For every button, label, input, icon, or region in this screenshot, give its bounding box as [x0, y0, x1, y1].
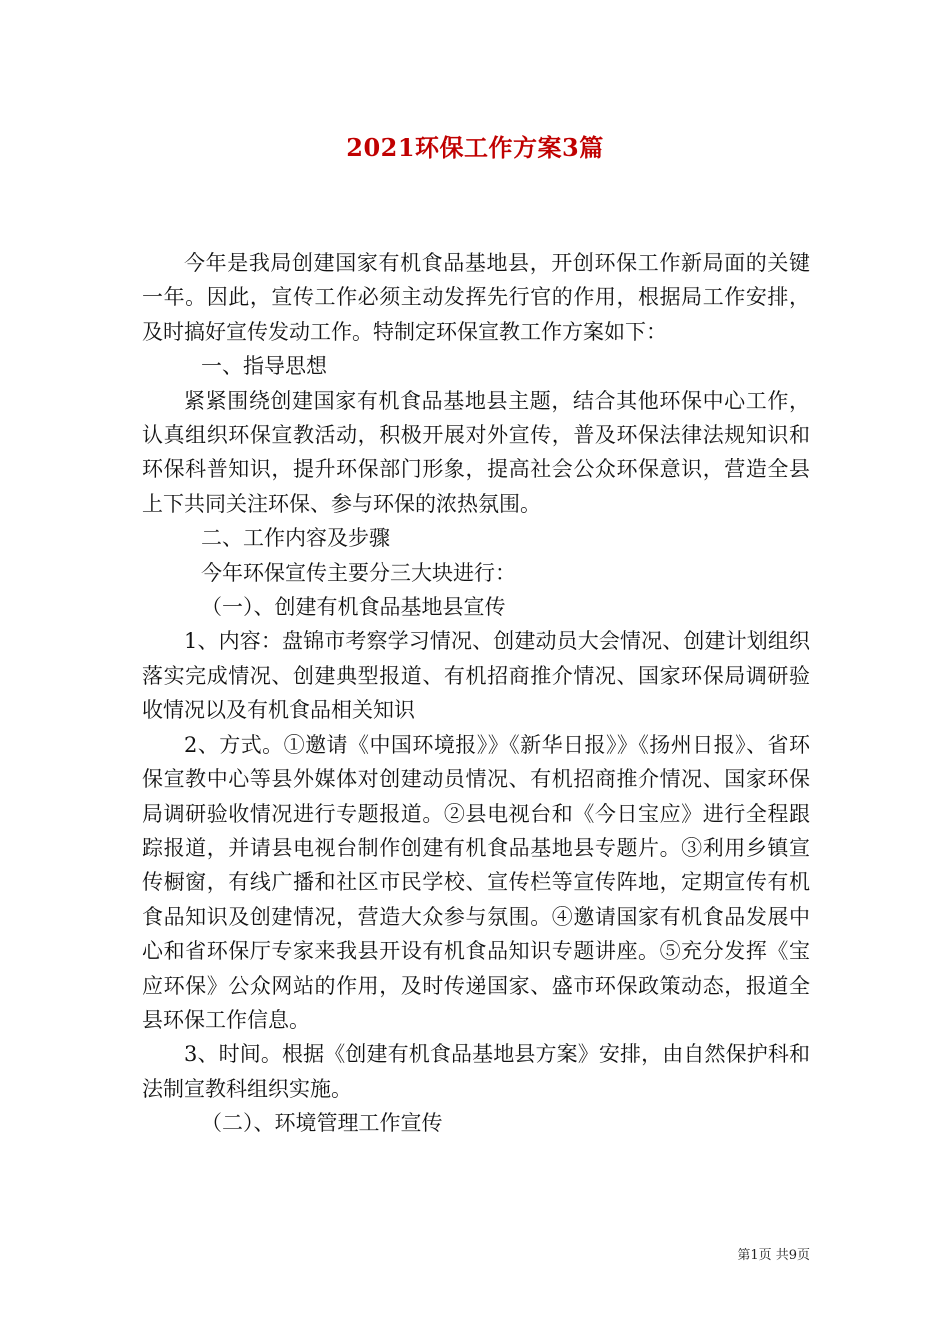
- section-heading-work-content: 二、工作内容及步骤: [201, 526, 390, 551]
- work-overview-paragraph: 今年环保宣传主要分三大块进行：: [201, 560, 516, 585]
- intro-paragraph: 今年是我局创建国家有机食品基地县，开创环保工作新局面的关键一年。因此，宣传工作必须主动发挥先行官的作用，根据局工作安排，及时搞好宣传发动工作。特制定环保宣教工作方案如下：: [142, 251, 810, 344]
- subsection-heading-environment-management: （二）、环境管理工作宣传: [201, 1111, 443, 1136]
- subsection-heading-organic-food: （一）、创建有机食品基地县宣传: [201, 595, 506, 620]
- time-item-paragraph: 3、时间。根据《创建有机食品基地县方案》安排，由自然保护科和法制宣教科组织实施。: [142, 1042, 810, 1101]
- document-body: [142, 246, 810, 1141]
- content-item-paragraph: 1、内容：盘锦市考察学习情况、创建动员大会情况、创建计划组织落实完成情况、创建典型报道、有机招商推介情况、国家环保局调研验收情况以及有机食品相关知识: [142, 629, 810, 723]
- method-item-paragraph: 2、方式。①邀请《中国环境报》》《新华日报》》《扬州日报》、省环保宣教中心等县外媒体对创建动员情况、有机招商推介情况、国家环保局调研验收情况进行专题报道。②县电视台和《今日宝应》进行全程跟踪报道，并请县电视台制作创建有机食品基地县专题片。③利用乡镇宣传橱窗，有线广播和社区市民学校、宣传栏等宣传阵地，定期宣传有机食品知识及创建情况，营造大众参与氛围。④邀请国家有机食品发展中心和省环保厅专家来我县开设有机食品知识专题讲座。⑤充分发挥《宝应环保》公众网站的作用，及时传递国家、盛市环保政策动态，报道全县环保工作信息。: [142, 732, 810, 1032]
- guiding-ideology-paragraph: 紧紧围绕创建国家有机食品基地县主题，结合其他环保中心工作，认真组织环保宣教活动，积极开展对外宣传，普及环保法律法规知识和环保科普知识，提升环保部门形象，提高社会公众环保意识，营造全县上下共同关注环保、参与环保的浓热氛围。: [142, 388, 810, 516]
- document-title: 2021环保工作方案3篇: [346, 133, 604, 162]
- section-heading-guiding-ideology: 一、指导思想: [201, 354, 327, 379]
- page-number-footer: 第1页 共9页: [737, 1248, 810, 1263]
